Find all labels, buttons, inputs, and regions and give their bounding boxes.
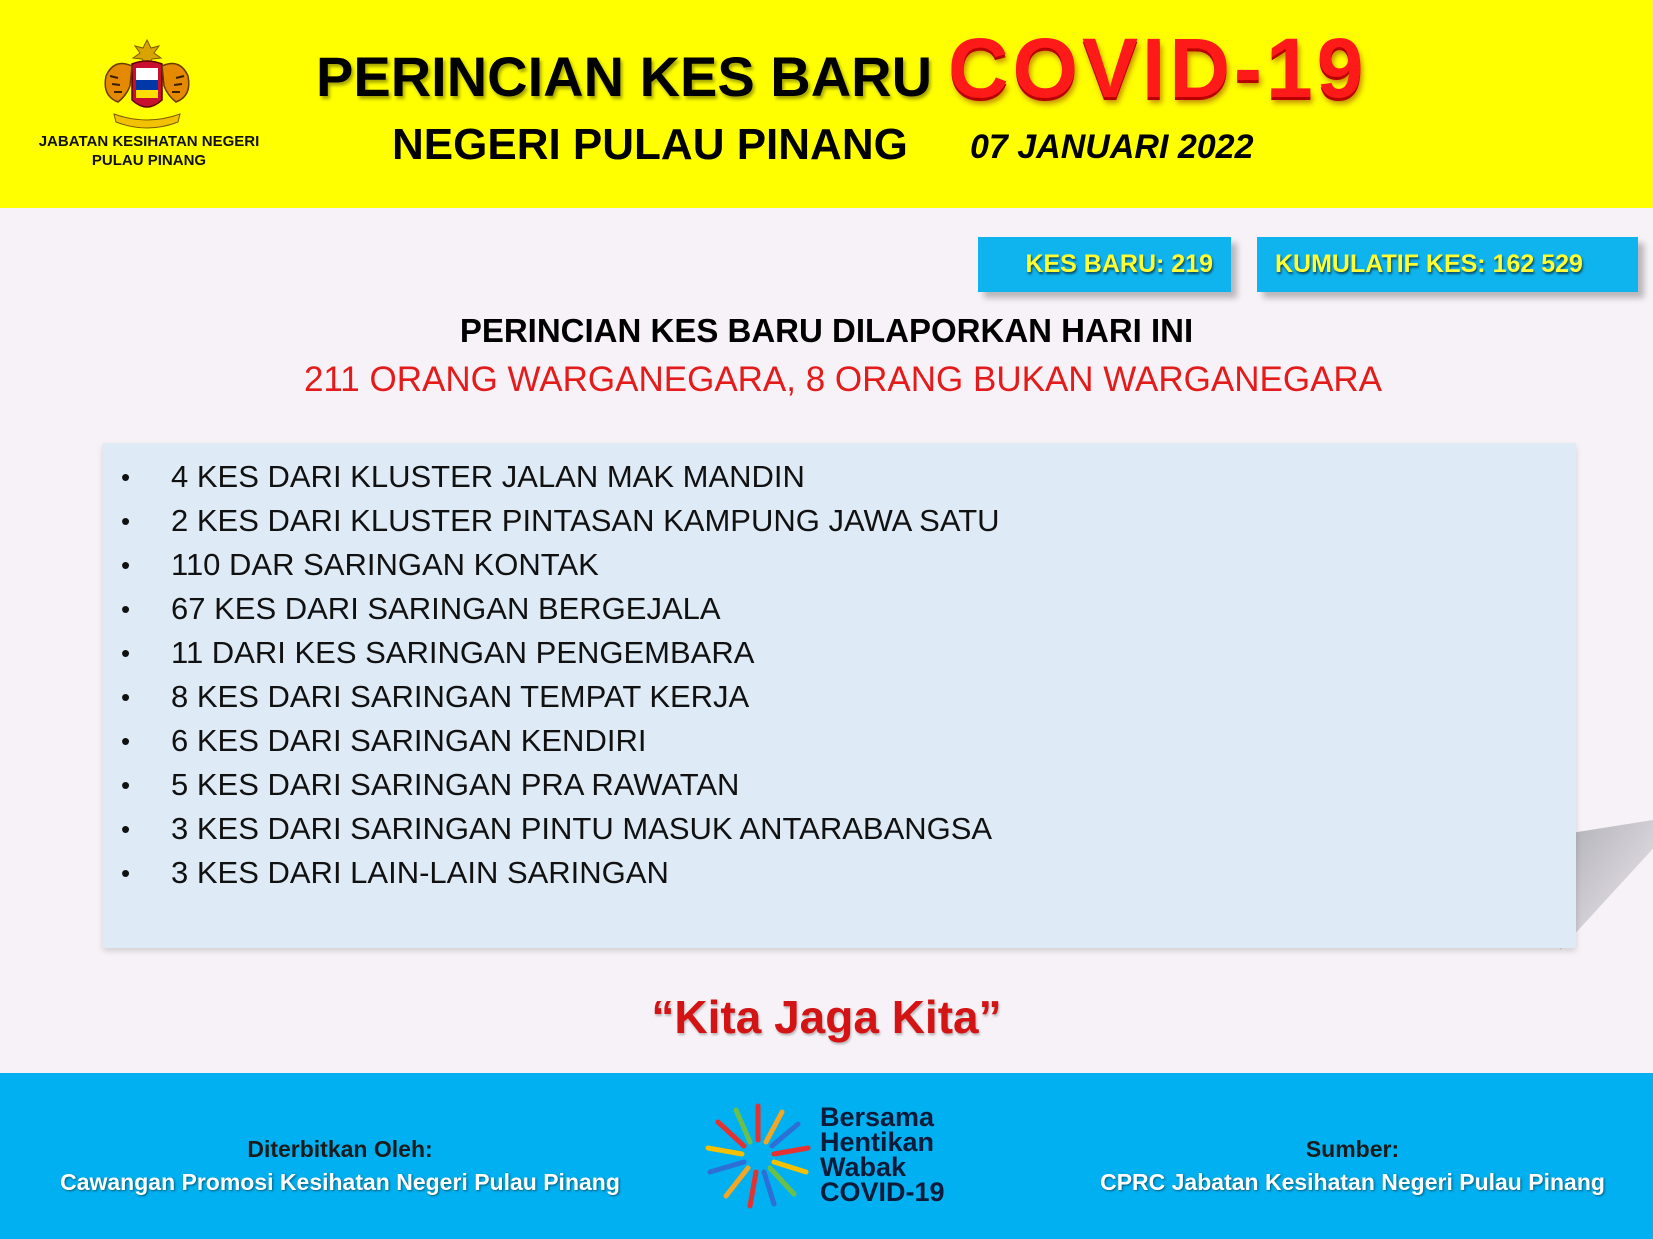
department-name bbox=[14, 132, 284, 170]
campaign-logo-text bbox=[820, 1102, 945, 1207]
cumulative-cases-badge: KUMULATIF KES: 162 529 bbox=[1257, 237, 1638, 292]
list-item-text: 3 KES DARI SARINGAN PINTU MASUK ANTARABANGSA bbox=[171, 811, 993, 846]
list-item-text: 2 KES DARI KLUSTER PINTASAN KAMPUNG JAWA SATU bbox=[171, 503, 1000, 538]
list-item-text: 6 KES DARI SARINGAN KENDIRI bbox=[171, 723, 647, 758]
publisher-name: Cawangan Promosi Kesihatan Negeri Pulau Pinang bbox=[60, 1169, 620, 1195]
list-item-text: 5 KES DARI SARINGAN PRA RAWATAN bbox=[171, 767, 740, 802]
list-item bbox=[103, 719, 1576, 763]
covid-title: COVID-19 bbox=[948, 21, 1368, 115]
list-item-text: 4 KES DARI KLUSTER JALAN MAK MANDIN bbox=[171, 459, 805, 494]
list-item bbox=[103, 675, 1576, 719]
campaign-line-1: Bersama bbox=[820, 1102, 935, 1132]
report-date: 07 JANUARI 2022 bbox=[970, 128, 1254, 166]
bullet-icon: • bbox=[121, 770, 131, 800]
citizenship-breakdown: 211 ORANG WARGANEGARA, 8 ORANG BUKAN WARGANEGARA bbox=[303, 360, 1383, 399]
covid-campaign-burst-icon bbox=[702, 1100, 814, 1212]
list-item bbox=[103, 631, 1576, 675]
list-item bbox=[103, 587, 1576, 631]
bullet-icon: • bbox=[121, 814, 131, 844]
motto: “Kita Jaga Kita” bbox=[651, 991, 1002, 1043]
campaign-line-2: Hentikan bbox=[820, 1127, 935, 1157]
page-title: PERINCIAN KES BARU bbox=[316, 45, 933, 108]
publisher-label: Diterbitkan Oleh: bbox=[247, 1136, 433, 1162]
list-item bbox=[103, 499, 1576, 543]
list-item-text: 3 KES DARI LAIN-LAIN SARINGAN bbox=[171, 855, 669, 890]
bullet-icon: • bbox=[121, 506, 131, 536]
department-line-1: JABATAN KESIHATAN NEGERI bbox=[38, 133, 260, 150]
bullet-icon: • bbox=[121, 594, 131, 624]
new-cases-badge: KES BARU: 219 bbox=[978, 237, 1231, 292]
case-details-box bbox=[103, 443, 1576, 948]
list-item-text: 67 KES DARI SARINGAN BERGEJALA bbox=[171, 591, 721, 626]
list-item-text: 11 DARI KES SARINGAN PENGEMBARA bbox=[171, 635, 755, 670]
source-block bbox=[1080, 1133, 1625, 1199]
footer-bar bbox=[0, 1073, 1653, 1239]
department-line-2: PULAU PINANG bbox=[91, 152, 207, 169]
campaign-line-3: Wabak bbox=[820, 1152, 907, 1182]
bullet-icon: • bbox=[121, 550, 131, 580]
campaign-line-4: COVID-19 bbox=[820, 1177, 945, 1207]
list-item bbox=[103, 763, 1576, 807]
bullet-icon: • bbox=[121, 726, 131, 756]
list-item bbox=[103, 543, 1576, 587]
state-title: NEGERI PULAU PINANG bbox=[392, 120, 908, 169]
source-label: Sumber: bbox=[1305, 1136, 1400, 1162]
source-name: CPRC Jabatan Kesihatan Negeri Pulau Pinang bbox=[1100, 1169, 1605, 1195]
bullet-icon: • bbox=[121, 682, 131, 712]
list-item bbox=[103, 455, 1576, 499]
bullet-icon: • bbox=[121, 462, 131, 492]
list-item-text: 8 KES DARI SARINGAN TEMPAT KERJA bbox=[171, 679, 750, 714]
section-heading: PERINCIAN KES BARU DILAPORKAN HARI INI bbox=[459, 312, 1194, 349]
bullet-icon: • bbox=[121, 858, 131, 888]
list-item-text: 110 DAR SARINGAN KONTAK bbox=[171, 547, 599, 582]
malaysia-coat-of-arms-icon bbox=[88, 36, 206, 138]
publisher-block bbox=[30, 1133, 650, 1199]
header-banner bbox=[0, 0, 1653, 208]
list-item bbox=[103, 851, 1576, 895]
bullet-icon: • bbox=[121, 638, 131, 668]
list-item bbox=[103, 807, 1576, 851]
case-details-list bbox=[103, 443, 1576, 895]
